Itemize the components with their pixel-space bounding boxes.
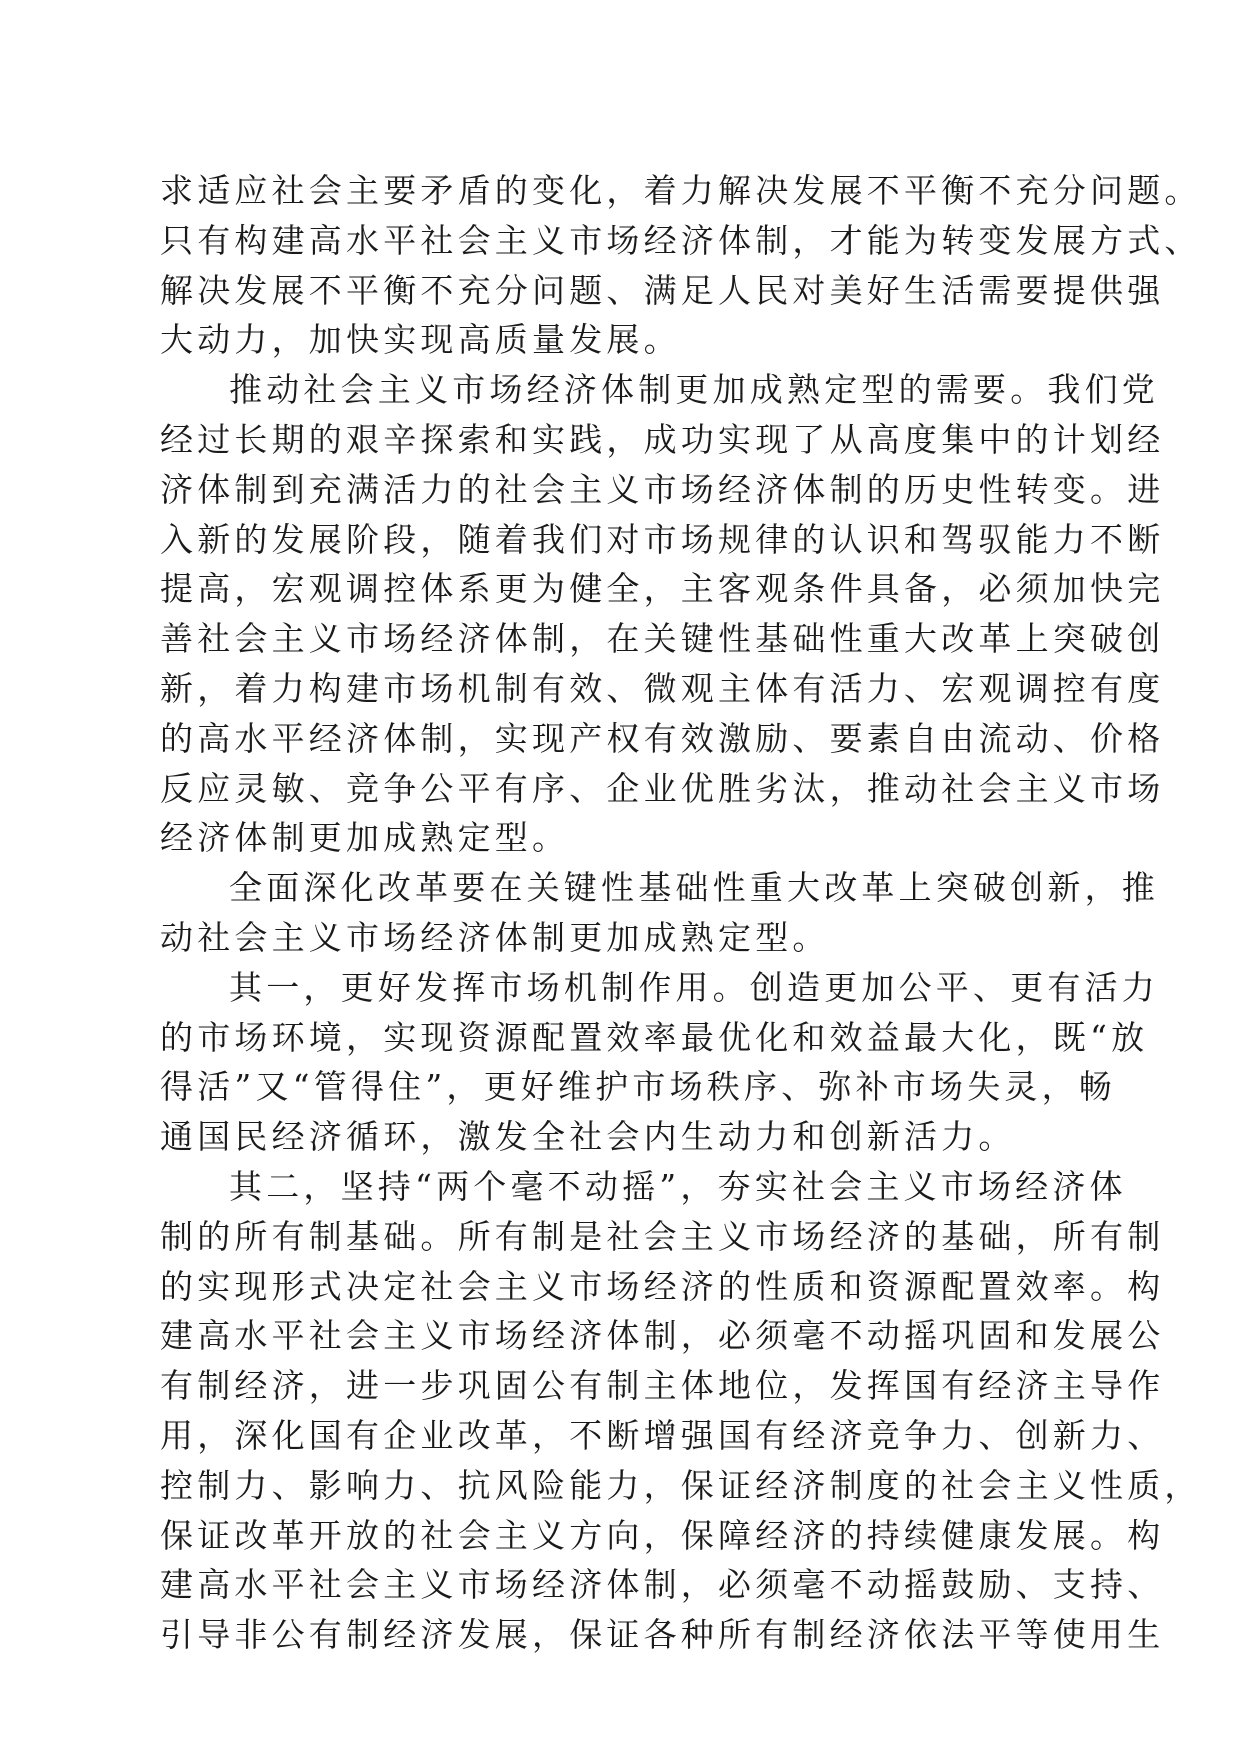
text-line: 只有构建高水平社会主义市场经济体制，才能为转变发展方式、 (160, 220, 1202, 260)
text-line: 建高水平社会主义市场经济体制，必须毫不动摇鼓励、支持、 (160, 1565, 1165, 1605)
text-line: 建高水平社会主义市场经济体制，必须毫不动摇巩固和发展公 (160, 1316, 1165, 1356)
paragraph-first-line: 推动社会主义市场经济体制更加成熟定型的需要。我们党 (229, 370, 1159, 410)
text-line: 求适应社会主要矛盾的变化，着力解决发展不平衡不充分问题。 (160, 171, 1202, 210)
text-line: 有制经济，进一步巩固公有制主体地位，发挥国有经济主导作 (160, 1366, 1165, 1406)
text-line: 经过长期的艰辛探索和实践，成功实现了从高度集中的计划经 (160, 419, 1165, 459)
text-line: 用，深化国有企业改革，不断增强国有经济竞争力、创新力、 (160, 1415, 1165, 1455)
text-line: 的市场环境，实现资源配置效率最优化和效益最大化，既“放 (160, 1017, 1149, 1057)
document-body (160, 166, 1202, 1660)
text-line: 制的所有制基础。所有制是社会主义市场经济的基础，所有制 (160, 1216, 1165, 1256)
text-line: 提高，宏观调控体系更为健全，主客观条件具备，必须加快完 (160, 569, 1165, 609)
text-line: 动社会主义市场经济体制更加成熟定型。 (160, 917, 830, 957)
paragraph-first-line: 其一，更好发挥市场机制作用。创造更加公平、更有活力 (229, 967, 1159, 1007)
text-line: 经济体制更加成熟定型。 (160, 818, 570, 858)
paragraph-first-line: 全面深化改革要在关键性基础性重大改革上突破创新，推 (229, 868, 1159, 908)
paragraph-first-line: 其二，坚持“两个毫不动摇”，夯实社会主义市场经济体 (229, 1166, 1127, 1206)
text-line: 通国民经济循环，激发全社会内生动力和创新活力。 (160, 1117, 1016, 1157)
text-line: 解决发展不平衡不充分问题、满足人民对美好生活需要提供强 (160, 270, 1165, 310)
text-line: 引导非公有制经济发展，保证各种所有制经济依法平等使用生 (160, 1615, 1165, 1655)
text-line: 入新的发展阶段，随着我们对市场规律的认识和驾驭能力不断 (160, 519, 1165, 559)
text-line: 新，着力构建市场机制有效、微观主体有活力、宏观调控有度 (160, 668, 1165, 708)
text-line: 善社会主义市场经济体制，在关键性基础性重大改革上突破创 (160, 619, 1165, 659)
text-line: 的实现形式决定社会主义市场经济的性质和资源配置效率。构 (160, 1266, 1165, 1306)
text-line: 保证改革开放的社会主义方向，保障经济的持续健康发展。构 (160, 1515, 1165, 1555)
text-line: 的高水平经济体制，实现产权有效激励、要素自由流动、价格 (160, 718, 1165, 758)
text-line: 济体制到充满活力的社会主义市场经济体制的历史性转变。进 (160, 469, 1165, 509)
text-line: 得活”又“管得住”，更好维护市场秩序、弥补市场失灵，畅 (160, 1067, 1117, 1107)
text-line: 反应灵敏、竞争公平有序、企业优胜劣汰，推动社会主义市场 (160, 768, 1165, 808)
text-line: 控制力、影响力、抗风险能力，保证经济制度的社会主义性质， (160, 1465, 1202, 1505)
text-line: 大动力，加快实现高质量发展。 (160, 320, 681, 360)
